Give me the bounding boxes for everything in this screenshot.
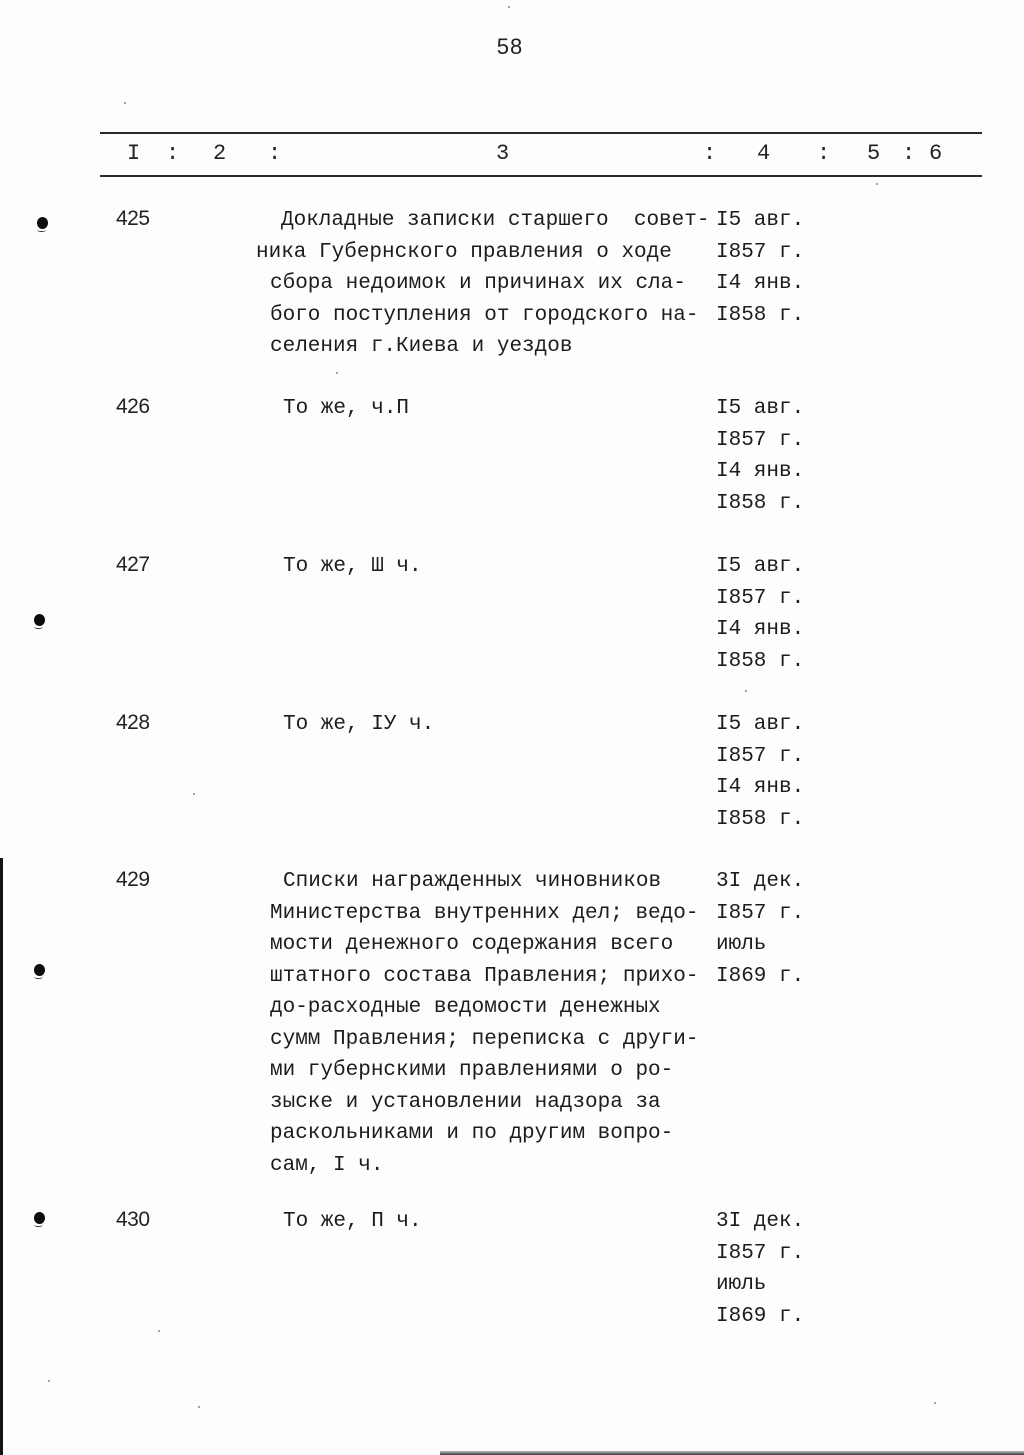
description-line: мости денежного содержания всего <box>270 933 674 956</box>
column-header-row <box>0 141 1024 169</box>
date-line: июль <box>716 1273 767 1296</box>
date-line: I858 г. <box>716 807 805 831</box>
date-line: I869 г. <box>716 1304 805 1328</box>
column-separator: : <box>166 141 180 166</box>
description-line: Списки награжденных чиновников <box>283 870 662 893</box>
description-line: То же, ч.П <box>283 397 410 420</box>
description-line: Министерства внутренних дел; ведо- <box>270 901 699 925</box>
description-line: селения г.Киева и уездов <box>270 335 573 358</box>
date-line: 3I дек. <box>716 1210 805 1233</box>
date-line: I4 янв. <box>716 618 805 641</box>
entry-number: 428 <box>116 711 150 734</box>
scan-speck <box>193 793 195 795</box>
date-line: I869 г. <box>716 964 805 988</box>
scan-speck <box>934 1402 936 1404</box>
scan-speck <box>48 1380 50 1382</box>
header-top-rule <box>100 132 982 134</box>
date-line: I858 г. <box>716 303 805 327</box>
date-line: июль <box>716 933 767 956</box>
date-line: I857 г. <box>716 428 805 452</box>
date-line: I857 г. <box>716 586 805 610</box>
column-separator: : <box>902 141 916 166</box>
binding-hole-icon <box>34 964 45 976</box>
entry-number: 427 <box>116 553 150 576</box>
column-header-5: 5 <box>867 141 881 166</box>
date-line: I5 авг. <box>716 397 805 420</box>
description-line: зыске и установлении надзора за <box>270 1090 661 1114</box>
column-header-2: 2 <box>213 141 227 166</box>
header-bottom-rule <box>100 175 982 177</box>
date-line: I4 янв. <box>716 272 805 295</box>
binding-hole-icon <box>34 614 45 626</box>
date-line: I4 янв. <box>716 776 805 799</box>
column-header-6: 6 <box>929 141 943 166</box>
entry-number: 426 <box>116 395 150 418</box>
scan-speck <box>745 690 747 692</box>
scan-speck <box>336 372 338 374</box>
binding-hole-icon <box>34 1212 45 1224</box>
description-line: То же, IУ ч. <box>283 713 435 736</box>
description-line: То же, П ч. <box>283 1210 422 1233</box>
description-line: ми губернскими правлениями о ро- <box>270 1059 674 1082</box>
entry-number: 429 <box>116 868 150 891</box>
date-line: I5 авг. <box>716 555 805 578</box>
date-line: I858 г. <box>716 491 805 515</box>
entry-number: 430 <box>116 1208 150 1231</box>
scan-speck <box>124 102 126 104</box>
scan-speck <box>508 6 510 8</box>
column-header-3: 3 <box>496 141 510 166</box>
date-line: I858 г. <box>716 649 805 673</box>
description-line: бого поступления от городского на- <box>270 303 699 327</box>
page-number: 58 <box>496 34 524 59</box>
column-separator: : <box>817 141 831 166</box>
scan-speck <box>876 183 878 185</box>
date-line: I5 авг. <box>716 209 805 232</box>
column-header-1: I <box>127 141 141 166</box>
entry-number: 425 <box>116 207 150 230</box>
scan-speck <box>158 1330 160 1332</box>
date-line: I857 г. <box>716 744 805 768</box>
binding-hole-icon <box>37 217 48 229</box>
description-line: сбора недоимок и причинах их сла- <box>270 272 686 295</box>
description-line: Докладные записки старшего совет- <box>281 209 710 232</box>
description-line: раскольниками и по другим вопро- <box>270 1122 674 1145</box>
date-line: I4 янв. <box>716 460 805 483</box>
date-line: I857 г. <box>716 240 805 264</box>
column-separator: : <box>268 141 282 166</box>
scan-edge-shadow <box>0 858 3 1455</box>
description-line: штатного состава Правления; прихо- <box>270 964 699 988</box>
scan-speck <box>198 1406 200 1408</box>
description-line: То же, Ш ч. <box>283 555 422 578</box>
column-separator: : <box>703 141 717 166</box>
description-line: сам, I ч. <box>270 1153 384 1177</box>
date-line: I857 г. <box>716 1241 805 1265</box>
date-line: 3I дек. <box>716 870 805 893</box>
description-line: сумм Правления; переписка с други- <box>270 1027 699 1051</box>
description-line: до-расходные ведомости денежных <box>270 996 661 1019</box>
description-line: ника Губернского правления о ходе <box>256 240 672 264</box>
column-header-4: 4 <box>757 141 771 166</box>
scan-bottom-edge <box>440 1451 1024 1455</box>
date-line: I857 г. <box>716 901 805 925</box>
date-line: I5 авг. <box>716 713 805 736</box>
